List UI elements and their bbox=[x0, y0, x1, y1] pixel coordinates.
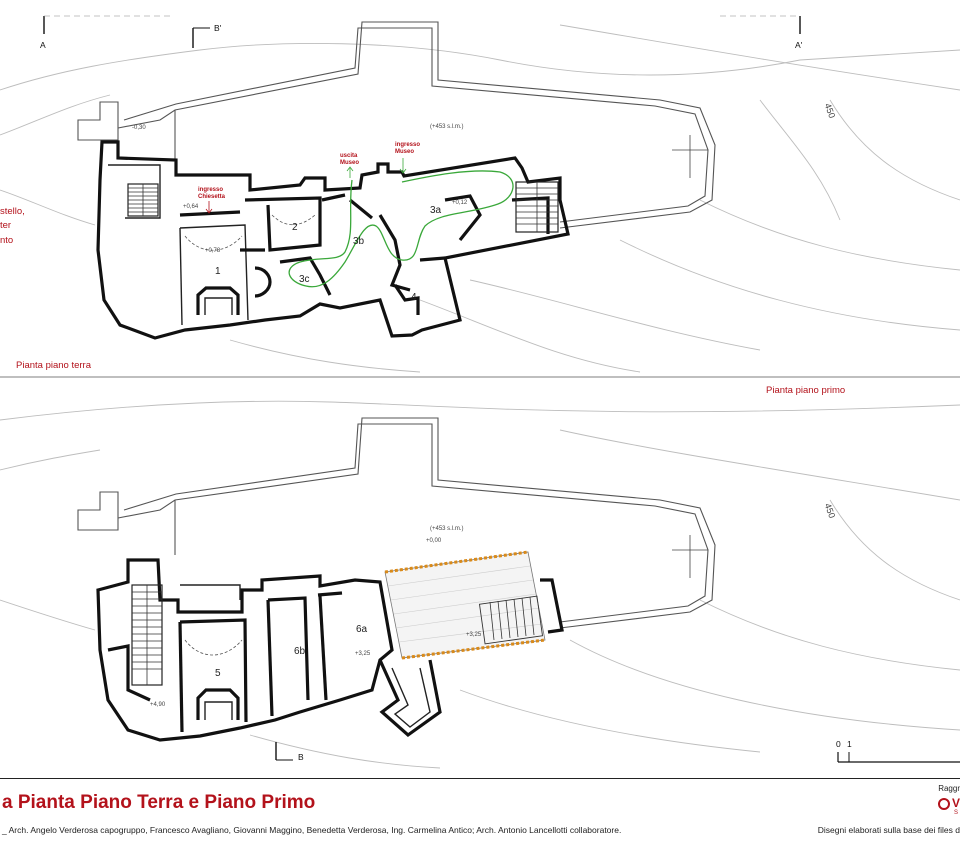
ground-elevation-note: (+453 s.l.m.) bbox=[430, 124, 464, 130]
ground-floor-plan bbox=[16, 22, 837, 371]
side-caption-line-1: stello, bbox=[0, 206, 25, 217]
credits-line: _ Arch. Angelo Verderosa capogruppo, Francesco Avagliano, Giovanni Maggino, Benedetta Verderosa, Ing. Carmelina Antico; Arch. Antonio Lancellotti collaboratore. bbox=[2, 825, 622, 835]
room-label-6b: 6b bbox=[294, 646, 306, 657]
ground-level-minus-030: -0,30 bbox=[132, 125, 146, 131]
museum-route bbox=[289, 171, 513, 287]
ground-contour-450: 450 bbox=[822, 101, 838, 120]
side-caption-line-2: ter bbox=[0, 220, 12, 231]
museum-exit-line-1: uscita bbox=[340, 153, 358, 159]
ground-level-064: +0,64 bbox=[183, 204, 199, 210]
room-label-6a: 6a bbox=[356, 624, 368, 635]
logo-letter: V bbox=[951, 796, 960, 810]
room-label-4: 4 bbox=[411, 292, 417, 303]
sheet-title: a Pianta Piano Terra e Piano Primo bbox=[2, 792, 316, 813]
source-note: Disegni elaborati sulla base dei files d bbox=[817, 825, 960, 835]
first-elevation-note: (+453 s.l.m.) bbox=[430, 526, 464, 532]
chapel-entry-line-2: Chiesetta bbox=[198, 194, 226, 200]
side-caption-line-3: nto bbox=[0, 235, 14, 246]
first-contour-450: 450 bbox=[822, 501, 838, 520]
section-mark-b-prime: B' bbox=[214, 23, 222, 33]
first-floor-title: Pianta piano primo bbox=[766, 385, 846, 396]
terrain-contours bbox=[0, 25, 960, 768]
first-floor-plan bbox=[78, 385, 845, 740]
room-label-1: 1 bbox=[215, 266, 221, 277]
section-mark-a: A bbox=[40, 40, 46, 50]
section-mark-a-prime: A' bbox=[795, 40, 803, 50]
ground-enclosure bbox=[78, 102, 118, 140]
room-label-5: 5 bbox=[215, 668, 221, 679]
scale-tick-0: 0 bbox=[836, 739, 841, 749]
side-caption bbox=[0, 206, 25, 246]
ground-floor-title: Pianta piano terra bbox=[16, 360, 91, 371]
first-level-325-a: +3,25 bbox=[355, 651, 371, 657]
ground-stair-left bbox=[128, 184, 158, 216]
scale-tick-1: 1 bbox=[847, 739, 852, 749]
room-label-3c: 3c bbox=[299, 274, 310, 285]
first-stair-left bbox=[132, 585, 162, 685]
ground-level-078: +0,78 bbox=[205, 248, 221, 254]
room-label-3b: 3b bbox=[353, 236, 365, 247]
scale-bar bbox=[836, 739, 960, 762]
museum-entry-line-1: ingresso bbox=[395, 142, 421, 148]
logo-sub: S bbox=[953, 810, 958, 816]
first-level-490: +4,90 bbox=[150, 702, 166, 708]
chapel-entry-line-1: ingresso bbox=[198, 187, 224, 193]
museum-entry-line-2: Museo bbox=[395, 149, 415, 155]
room-label-3a: 3a bbox=[430, 205, 442, 216]
title-block bbox=[0, 778, 960, 853]
first-level-325-b: +3,25 bbox=[466, 632, 482, 638]
first-level-000: +0,00 bbox=[426, 538, 442, 544]
logo-icon bbox=[938, 798, 950, 810]
top-right-label: Raggr bbox=[938, 784, 960, 793]
room-label-2: 2 bbox=[292, 222, 298, 233]
ground-stair-right bbox=[516, 182, 558, 232]
ground-level-012: +0,12 bbox=[452, 200, 468, 206]
section-mark-b: B bbox=[298, 752, 304, 762]
first-floor-deck bbox=[385, 552, 562, 658]
museum-exit-line-2: Museo bbox=[340, 160, 360, 166]
